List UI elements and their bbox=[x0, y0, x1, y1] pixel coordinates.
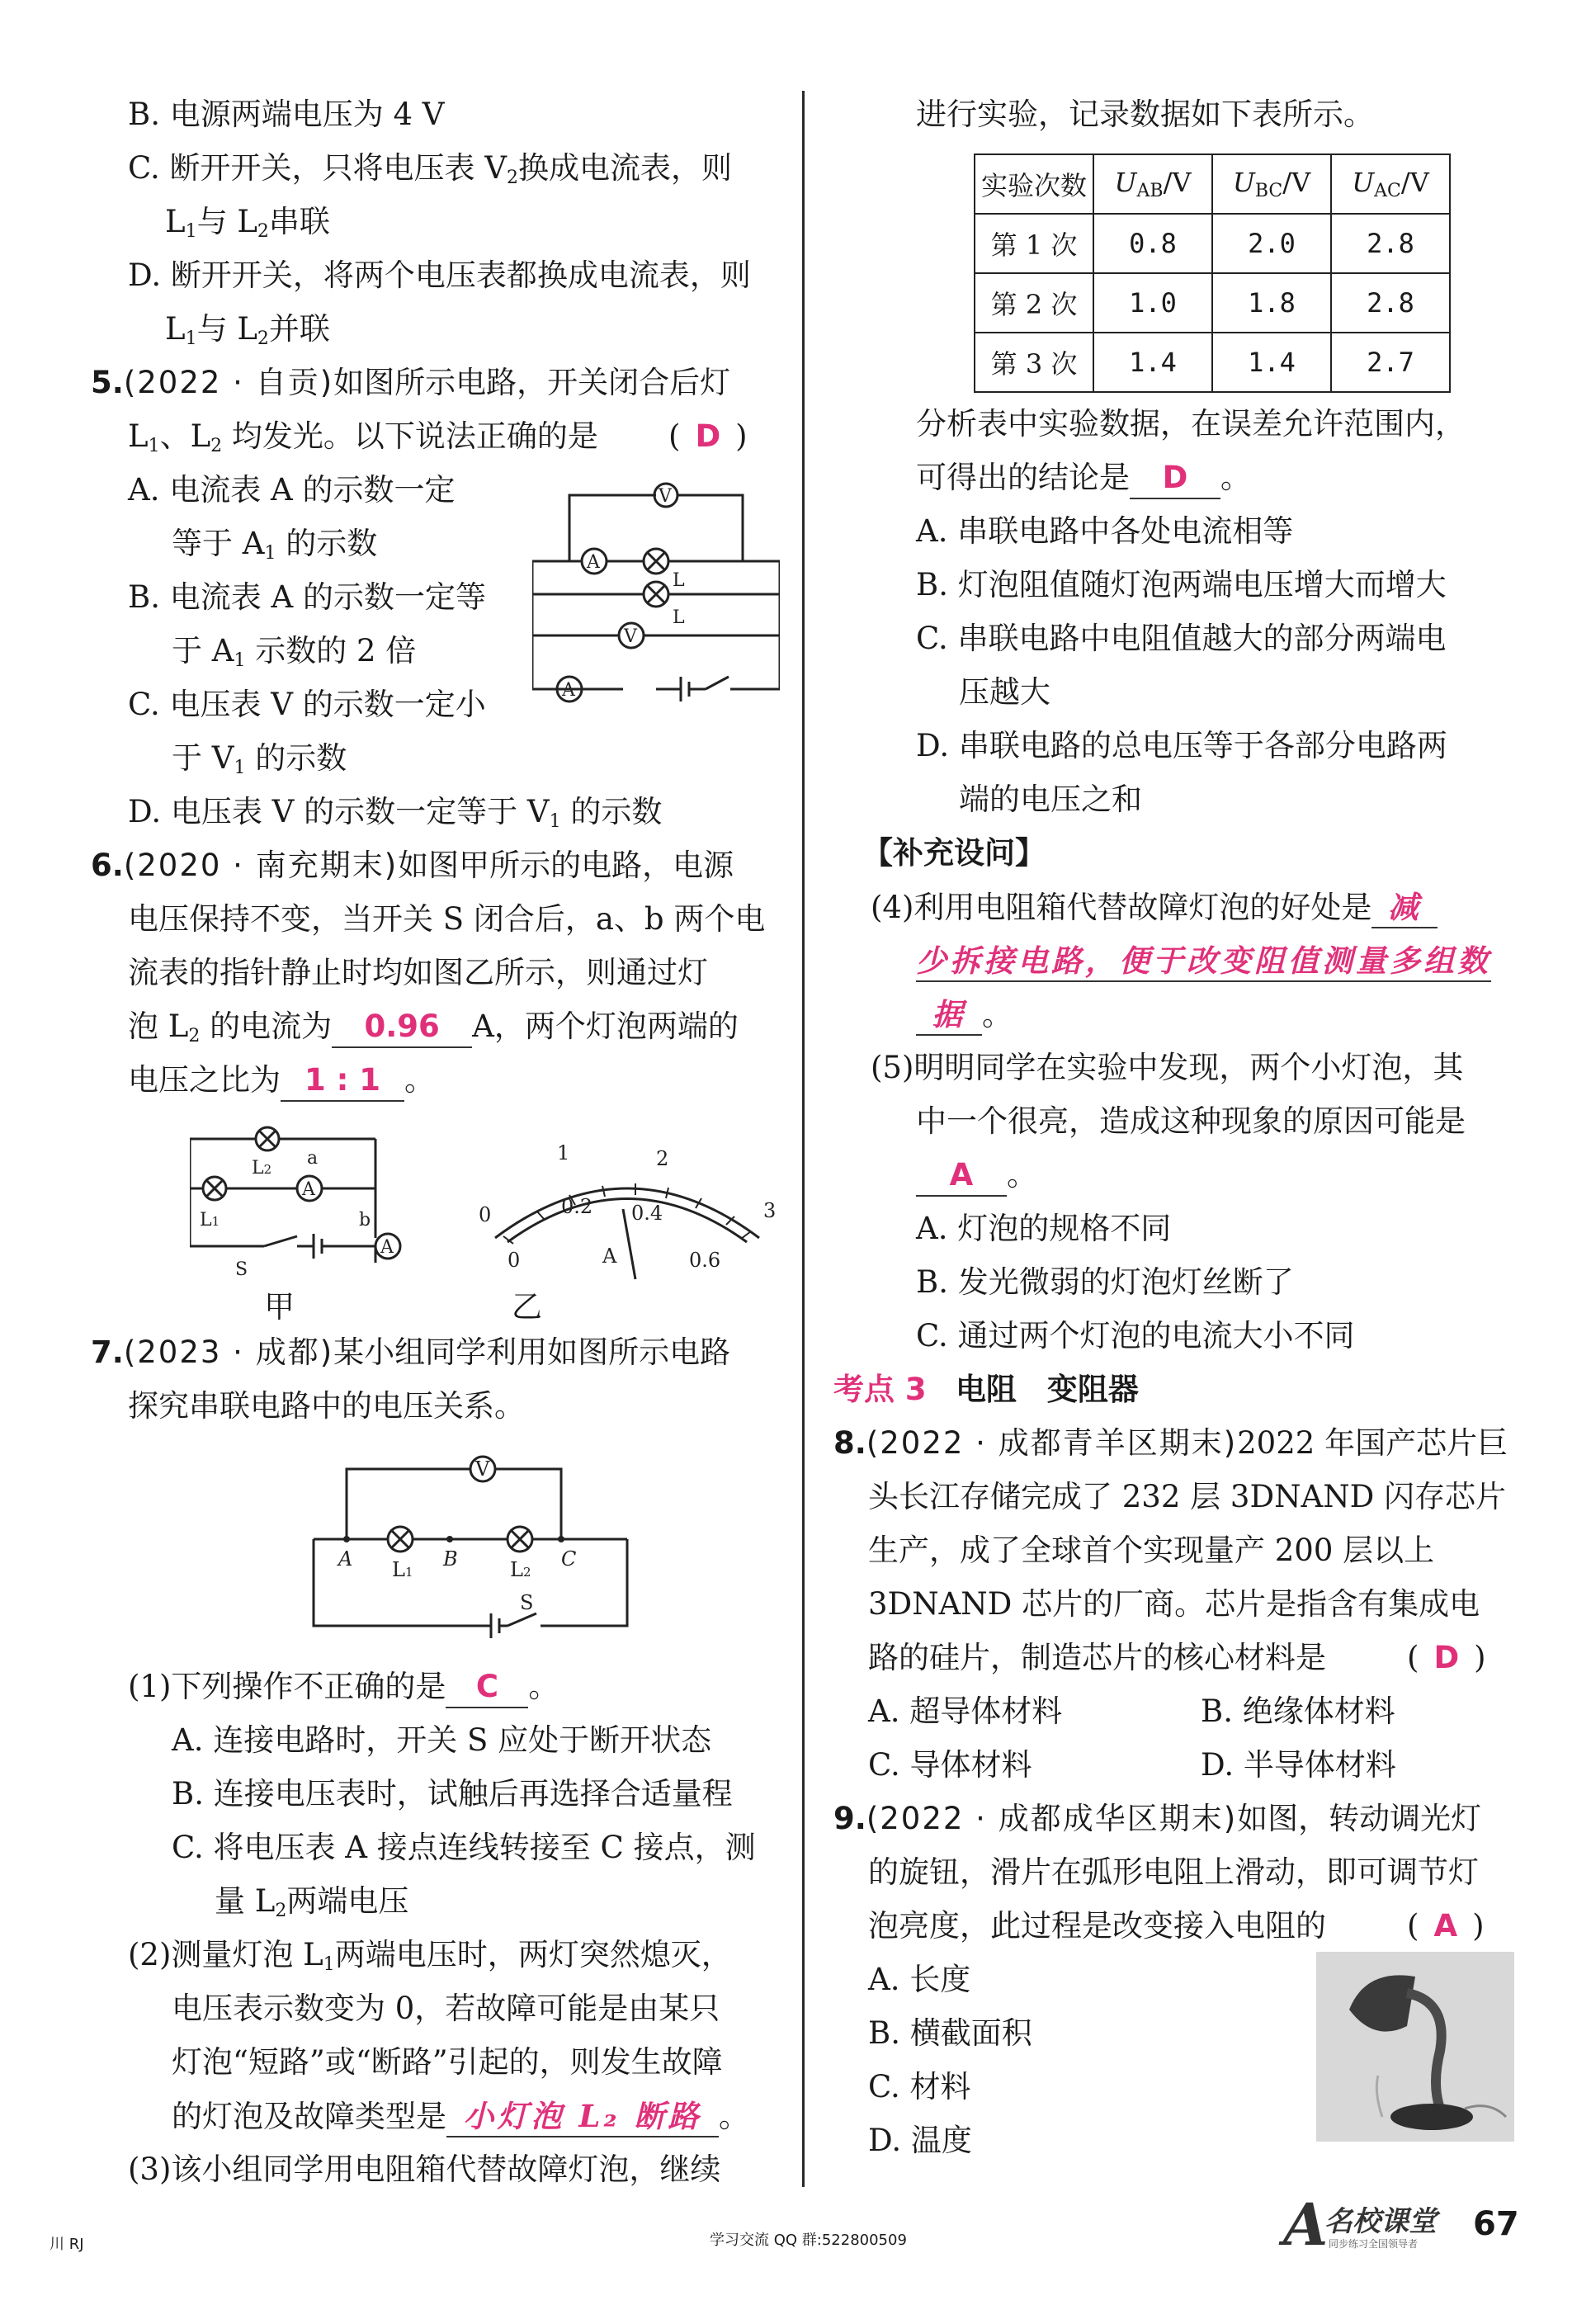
q7-part5-option-a: A. 灯泡的规格不同 bbox=[916, 1211, 1172, 1246]
svg-text:2: 2 bbox=[656, 1147, 669, 1170]
q6-ammeter-yi bbox=[470, 1131, 784, 1287]
svg-text:3: 3 bbox=[763, 1199, 777, 1222]
q6-circuit-jia bbox=[190, 1122, 462, 1312]
q6-l2-label: L2 bbox=[252, 1158, 272, 1179]
q8-answer: ( D ) bbox=[1407, 1640, 1486, 1675]
supplementary-heading: 【补充设问】 bbox=[862, 835, 1046, 871]
q8-stem-line2: 头长江存储完成了 232 层 3DNAND 闪存芯片 bbox=[868, 1479, 1507, 1514]
q6-stem-line1: 6.(2020 · 南充期末)如图甲所示的电路，电源 bbox=[91, 848, 734, 883]
q8-stem-line1: 8.(2022 · 成都青羊区期末)2022 年国产芯片巨 bbox=[833, 1425, 1508, 1461]
svg-text:A: A bbox=[338, 1547, 353, 1571]
q7-part1-option-a: A. 连接电路时，开关 S 应处于断开状态 bbox=[172, 1722, 712, 1758]
q5-l1-label: L bbox=[673, 570, 685, 591]
table-cell: 0.8 bbox=[1093, 214, 1212, 273]
table-cell: 2.0 bbox=[1212, 214, 1331, 273]
q8-option-d: D. 半导体材料 bbox=[1201, 1747, 1396, 1783]
q7-part2-line4: 的灯泡及故障类型是 小灯泡 L₂ 断路 。 bbox=[172, 2096, 749, 2137]
svg-text:B: B bbox=[443, 1547, 458, 1571]
q7-analysis-line1: 分析表中实验数据，在误差允许范围内， bbox=[916, 406, 1466, 442]
q6-stem-line3: 流表的指针静止时均如图乙所示，则通过灯 bbox=[128, 955, 708, 990]
q5-v-label: V bbox=[624, 626, 637, 647]
q7-part1-answer: C bbox=[446, 1667, 528, 1708]
q5-v1-label: V bbox=[659, 486, 672, 507]
q4-option-b: B. 电源两端电压为 4 V bbox=[128, 97, 445, 132]
q9-option-c: C. 材料 bbox=[868, 2069, 971, 2104]
q9-stem-line3: 泡亮度，此过程是改变接入电阻的 bbox=[868, 1908, 1326, 1944]
q7-part3-line1: (3)该小组同学用电阻箱代替故障灯泡，继续 bbox=[128, 2152, 721, 2187]
table-cell: 2.8 bbox=[1331, 214, 1450, 273]
svg-text:A: A bbox=[602, 1245, 617, 1268]
q7-part5-answer: A bbox=[916, 1155, 1007, 1197]
q4-option-c-line1: C. 断开开关，只将电压表 $V_2$换成电流表，则 bbox=[128, 150, 732, 188]
desk-lamp-photo bbox=[1316, 1952, 1514, 2142]
q6-fig-jia-label: 甲 bbox=[264, 1289, 295, 1325]
q7-part2-line1: (2)测量灯泡 $L_1$两端电压时，两灯突然熄灭， bbox=[128, 1937, 732, 1975]
svg-text:0: 0 bbox=[508, 1249, 521, 1272]
table-cell: 2.7 bbox=[1331, 333, 1450, 392]
q7-stem-line2: 探究串联电路中的电压关系。 bbox=[128, 1388, 525, 1424]
footer-qq-group: 学习交流 QQ 群:522800509 bbox=[710, 2232, 907, 2249]
q5-a1-label: A bbox=[587, 552, 600, 573]
q7-analysis-option-d2: 端的电压之和 bbox=[959, 782, 1142, 817]
q5-option-b2: 于 $A_1$ 示数的 2 倍 bbox=[172, 633, 417, 671]
q6-stem-line4: 泡 $L_2$ 的电流为 0.96 A，两个灯泡两端的 bbox=[128, 1008, 739, 1046]
q6-s-label: S bbox=[235, 1259, 248, 1280]
table-header: 实验次数 bbox=[975, 154, 1093, 214]
svg-text:A: A bbox=[380, 1237, 394, 1258]
svg-text:0.2: 0.2 bbox=[561, 1195, 593, 1218]
q6-b-point: b bbox=[359, 1210, 371, 1230]
q8-stem-line5: 路的硅片，制造芯片的核心材料是 bbox=[868, 1640, 1326, 1675]
q7-part4-line1: (4)利用电阻箱代替故障灯泡的好处是 减 bbox=[871, 887, 1438, 928]
q8-option-b: B. 绝缘体材料 bbox=[1201, 1693, 1395, 1729]
q7-analysis-option-a: A. 串联电路中各处电流相等 bbox=[916, 513, 1294, 549]
svg-text:L1: L1 bbox=[392, 1558, 413, 1581]
q5-l2-label: L bbox=[673, 607, 685, 628]
q6-answer2: 1 : 1 bbox=[281, 1060, 404, 1102]
table-row bbox=[975, 214, 1450, 273]
table-cell: 2.8 bbox=[1331, 273, 1450, 333]
q7-part1-option-c2: 量 $L_2$两端电压 bbox=[215, 1883, 409, 1921]
column-divider bbox=[802, 91, 805, 2187]
q5-option-a2: 等于 $A_1$ 的示数 bbox=[172, 526, 378, 564]
section-heading: 考点 3 电阻 变阻器 bbox=[833, 1372, 1139, 1407]
q7-circuit-diagram bbox=[309, 1440, 673, 1655]
table-cell: 第 3 次 bbox=[975, 333, 1093, 392]
svg-text:C: C bbox=[561, 1547, 577, 1571]
table-header: $U_{BC}/V$ bbox=[1212, 154, 1331, 214]
footer-edition: 川 RJ bbox=[50, 2236, 84, 2253]
q7-part2-line2: 电压表示数变为 0，若故障可能是由某只 bbox=[172, 1991, 720, 2026]
q7-part5-option-c: C. 通过两个灯泡的电流大小不同 bbox=[916, 1318, 1355, 1353]
q9-option-d: D. 温度 bbox=[868, 2123, 972, 2158]
q7-part3-line2: 进行实验，记录数据如下表所示。 bbox=[916, 97, 1374, 132]
q7-part2-line3: 灯泡“短路”或“断路”引起的，则发生故障 bbox=[172, 2044, 723, 2080]
table-row bbox=[975, 273, 1450, 333]
brand-logo: A 名校课堂 同步练习全国领导者 bbox=[1283, 2190, 1437, 2259]
q7-part4-line3: 据 。 bbox=[916, 994, 1013, 1036]
svg-text:V: V bbox=[475, 1457, 490, 1481]
q7-stem-line1: 7.(2023 · 成都)某小组同学利用如图所示电路 bbox=[91, 1334, 731, 1370]
q9-stem-line1: 9.(2022 · 成都成华区期末)如图，转动调光灯 bbox=[833, 1801, 1482, 1836]
svg-text:A: A bbox=[302, 1179, 315, 1200]
q7-analysis-option-d1: D. 串联电路的总电压等于各部分电路两 bbox=[916, 728, 1447, 763]
svg-text:0.4: 0.4 bbox=[631, 1202, 663, 1225]
q5-stem-line1: 5.(2022 · 自贡)如图所示电路，开关闭合后灯 bbox=[91, 365, 731, 400]
table-header-row bbox=[975, 154, 1450, 214]
q9-answer: ( A ) bbox=[1407, 1908, 1485, 1944]
q7-part1-option-c1: C. 将电压表 A 接点连线转接至 C 接点，测 bbox=[172, 1830, 756, 1865]
q7-part5-line1: (5)明明同学在实验中发现，两个小灯泡，其 bbox=[871, 1050, 1464, 1085]
table-cell: 1.4 bbox=[1212, 333, 1331, 392]
svg-text:L2: L2 bbox=[510, 1558, 531, 1581]
q7-analysis-line2: 可得出的结论是 D 。 bbox=[916, 458, 1251, 499]
q9-stem-line2: 的旋钮，滑片在弧形电阻上滑动，即可调节灯 bbox=[868, 1854, 1479, 1890]
q7-part4-line2: 少拆接电路，便于改变阻值测量多组数 bbox=[916, 941, 1491, 982]
q5-a-label: A bbox=[562, 680, 575, 701]
q6-answer1: 0.96 bbox=[332, 1007, 472, 1048]
q4-option-d-line1: D. 断开开关，将两个电压表都换成电流表，则 bbox=[128, 257, 751, 293]
q4-option-c-line2: $L_1$与 $L_2$串联 bbox=[165, 204, 330, 242]
svg-text:0: 0 bbox=[479, 1203, 492, 1226]
table-cell: 1.8 bbox=[1212, 273, 1331, 333]
q7-analysis-option-c1: C. 串联电路中电阻值越大的部分两端电 bbox=[916, 621, 1447, 656]
q8-option-a: A. 超导体材料 bbox=[868, 1693, 1063, 1729]
q5-option-d: D. 电压表 V 的示数一定等于 $V_1$ 的示数 bbox=[128, 794, 663, 832]
table-cell: 1.4 bbox=[1093, 333, 1212, 392]
q5-option-a1: A. 电流表 A 的示数一定 bbox=[128, 472, 456, 508]
q7-analysis-option-c2: 压越大 bbox=[959, 674, 1050, 710]
svg-text:0.6: 0.6 bbox=[689, 1249, 721, 1272]
q6-stem-line2: 电压保持不变，当开关 S 闭合后，a、b 两个电 bbox=[128, 901, 766, 937]
q6-fig-yi-label: 乙 bbox=[512, 1289, 542, 1325]
q8-stem-line3: 生产，成了全球首个实现量产 200 层以上 bbox=[868, 1533, 1435, 1568]
page-number: 67 bbox=[1473, 2205, 1519, 2243]
q7-analysis-option-b: B. 灯泡阻值随灯泡两端电压增大而增大 bbox=[916, 567, 1447, 602]
table-header: $U_{AC}/V$ bbox=[1331, 154, 1450, 214]
q8-stem-line4: 3DNAND 芯片的厂商。芯片是指含有集成电 bbox=[868, 1586, 1480, 1622]
table-header: $U_{AB}/V$ bbox=[1093, 154, 1212, 214]
svg-text:S: S bbox=[520, 1591, 534, 1614]
table-cell: 第 1 次 bbox=[975, 214, 1093, 273]
q5-answer: ( D ) bbox=[668, 418, 748, 454]
q7-part5-option-b: B. 发光微弱的灯泡灯丝断了 bbox=[916, 1264, 1294, 1300]
q7-part1-option-b: B. 连接电压表时，试触后再选择合适量程 bbox=[172, 1776, 733, 1811]
q5-circuit-diagram bbox=[532, 470, 780, 710]
q7-analysis-answer: D bbox=[1130, 458, 1220, 499]
table-cell: 1.0 bbox=[1093, 273, 1212, 333]
table-row bbox=[975, 333, 1450, 392]
q7-part5-line3: A 。 bbox=[916, 1155, 1037, 1197]
q5-option-b1: B. 电流表 A 的示数一定等 bbox=[128, 579, 486, 615]
q5-option-c1: C. 电压表 V 的示数一定小 bbox=[128, 687, 486, 722]
q6-stem-line5: 电压之比为 1 : 1 。 bbox=[128, 1060, 435, 1102]
q9-option-b: B. 横截面积 bbox=[868, 2015, 1032, 2051]
q9-option-a: A. 长度 bbox=[868, 1962, 971, 1997]
data-table bbox=[974, 154, 1451, 393]
q8-option-c: C. 导体材料 bbox=[868, 1747, 1032, 1783]
q5-stem-line2: $L_1$、$L_2$ 均发光。以下说法正确的是 bbox=[128, 418, 598, 456]
q6-a-point: a bbox=[307, 1148, 319, 1169]
q7-part5-line2: 中一个很亮，造成这种现象的原因可能是 bbox=[916, 1103, 1466, 1139]
q7-part1: (1)下列操作不正确的是 C 。 bbox=[128, 1667, 559, 1708]
q5-option-c2: 于 $V_1$ 的示数 bbox=[172, 740, 347, 778]
svg-text:1: 1 bbox=[557, 1141, 570, 1164]
q4-option-d-line2: $L_1$与 $L_2$并联 bbox=[165, 311, 330, 349]
table-cell: 第 2 次 bbox=[975, 273, 1093, 333]
q7-part2-answer: 小灯泡 L₂ 断路 bbox=[446, 2096, 719, 2137]
q6-l1-label: L1 bbox=[200, 1210, 220, 1230]
